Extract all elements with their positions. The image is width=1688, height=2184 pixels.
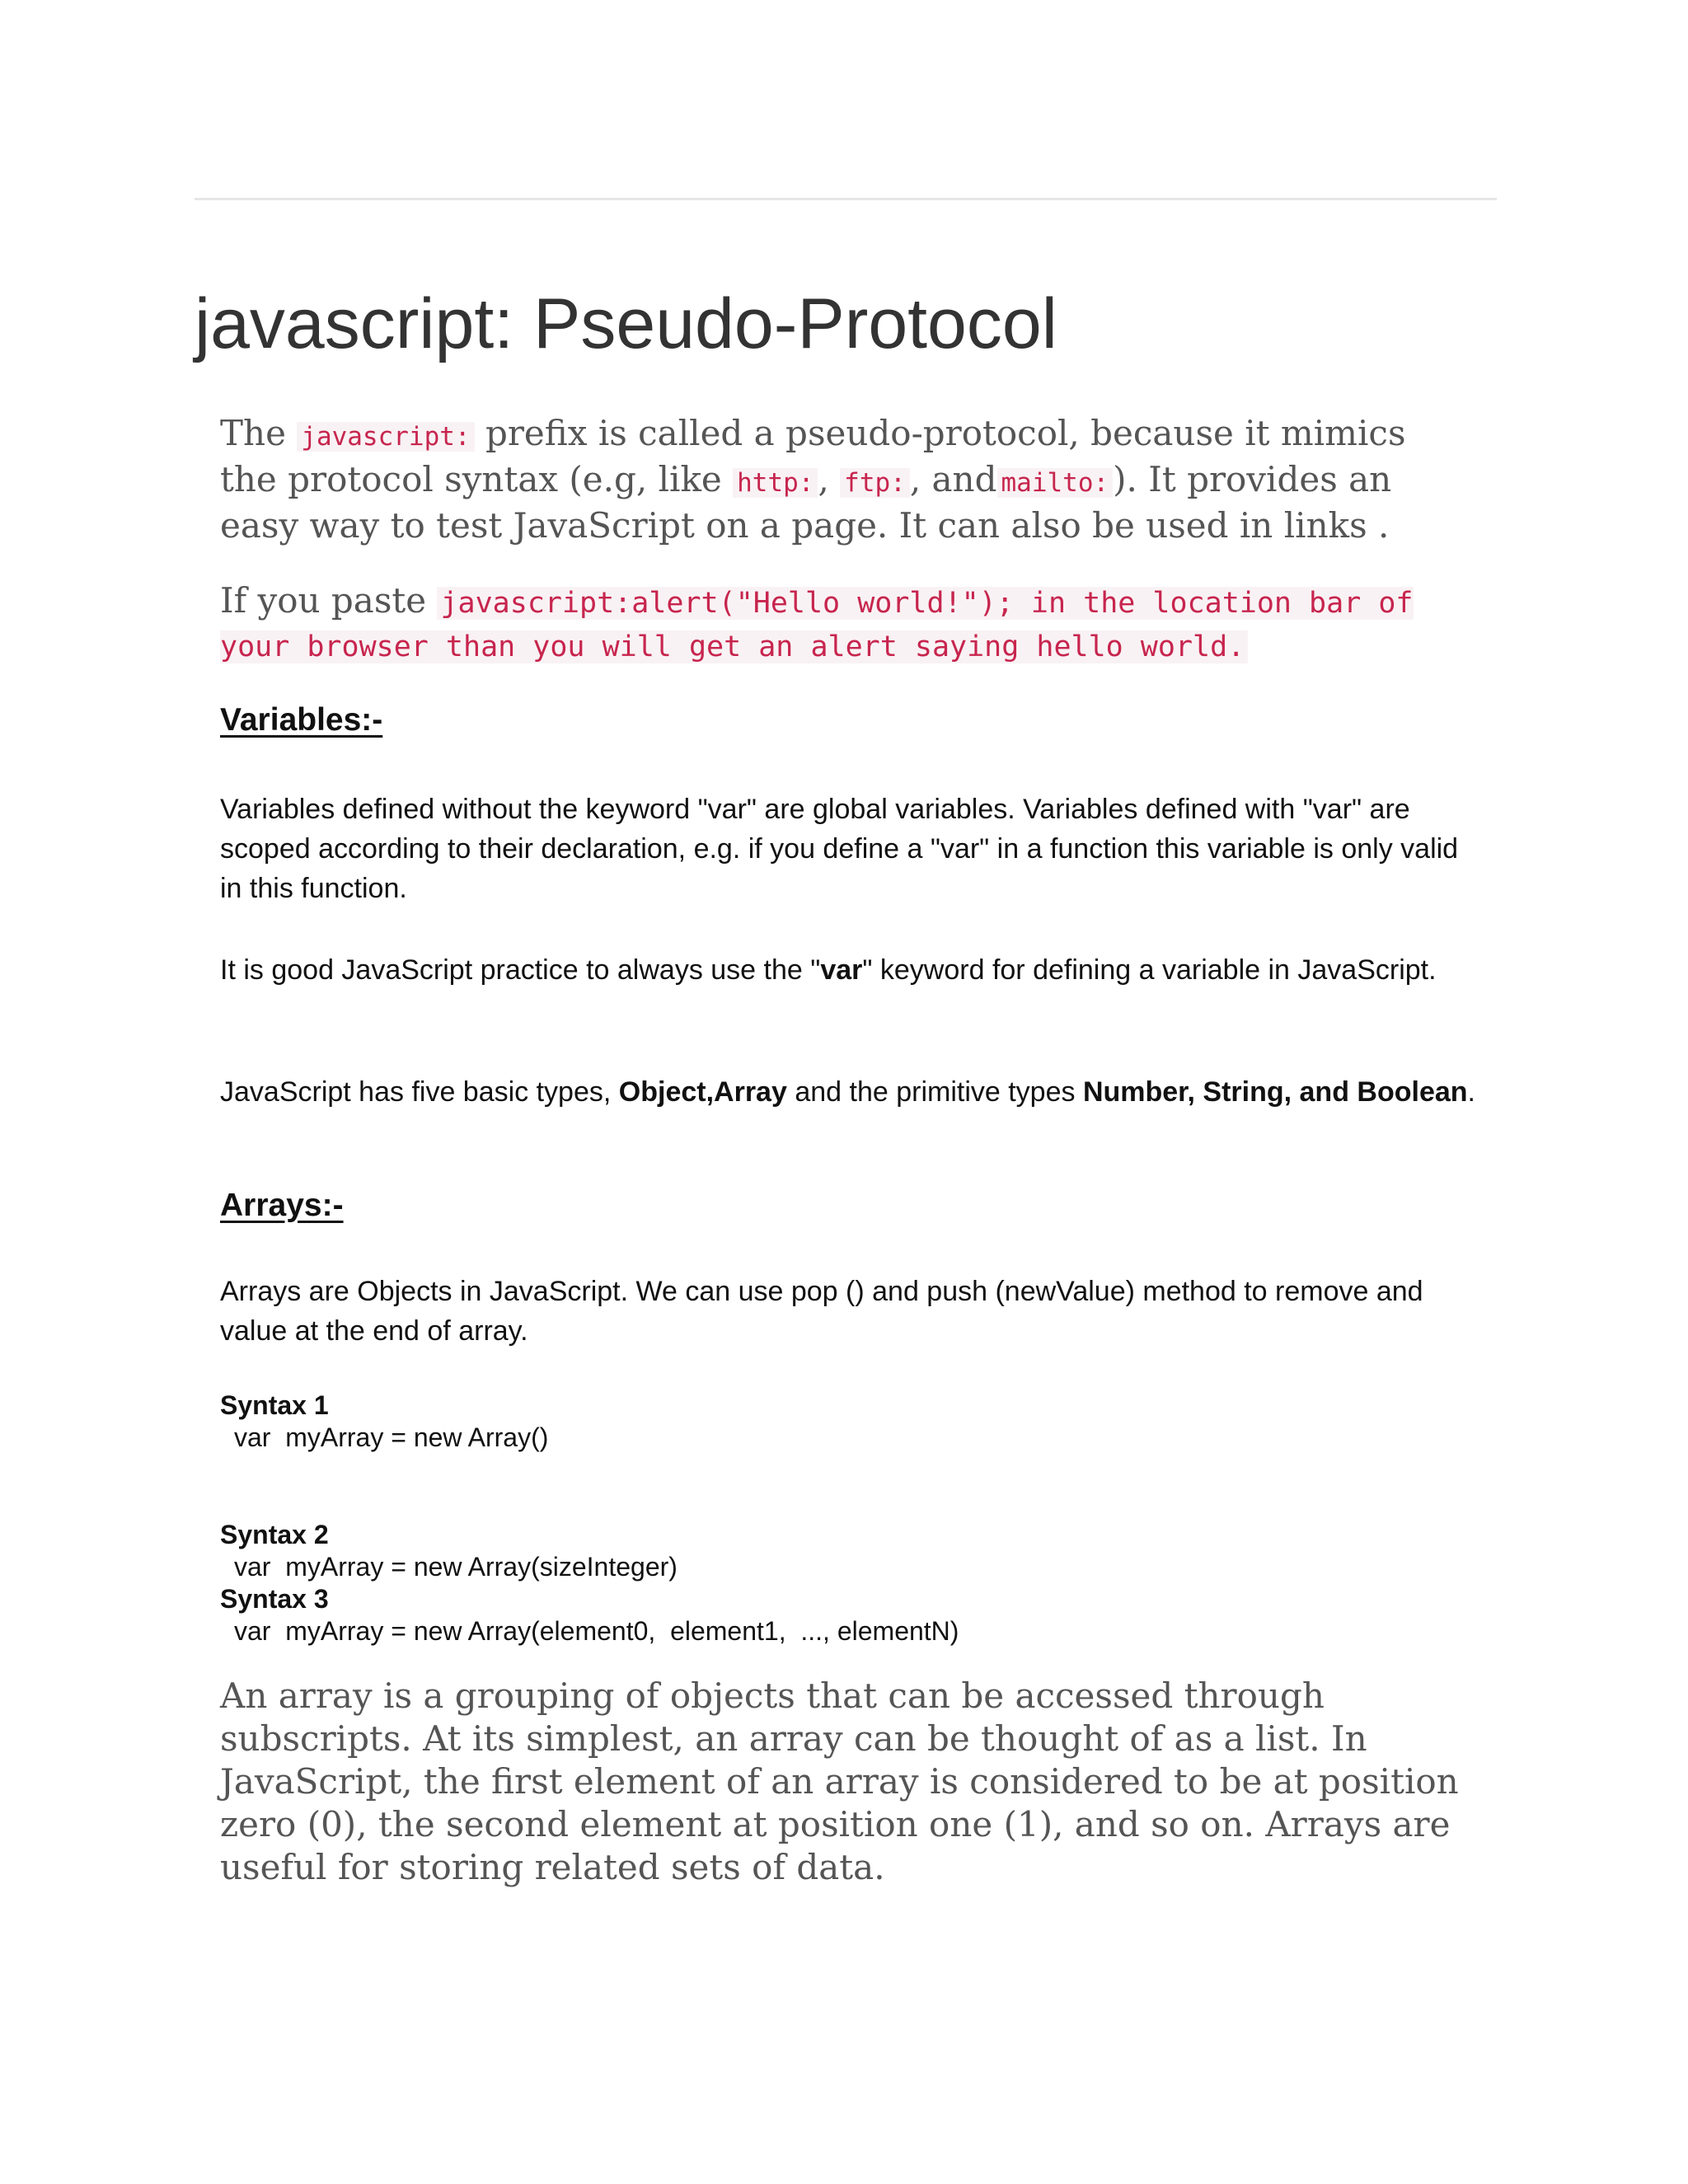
intro-text: The: [220, 413, 298, 453]
syntax-block-1: [220, 1390, 548, 1454]
syntax-label: Syntax 3: [220, 1584, 329, 1614]
inline-code-javascript: javascript:: [297, 422, 474, 452]
inline-code-ftp: ftp:: [840, 468, 910, 498]
intro-text: prefix is called a pseudo-protocol, because it mimics the protocol syntax (e.g, like: [220, 413, 1406, 499]
intro-text: ,: [818, 459, 841, 499]
intro-text: ). It provides an easy way to test JavaScript on a page. It can also be used in links .: [220, 459, 1392, 546]
syntax-label: Syntax 2: [220, 1520, 329, 1549]
arrays-closing-paragraph: An array is a grouping of objects that can be accessed through subscripts. At its simplest, an array can be thought of as a list. In JavaScript, the first element of an array is considered to be at position zero (0), the second element at position one (1), and so on. Arrays are useful for storing related sets of data.: [220, 1675, 1459, 1887]
variables-text: JavaScript has five basic types,: [220, 1076, 619, 1108]
variables-text: " keyword for defining a variable in JavaScript.: [862, 954, 1437, 986]
syntax-code: var myArray = new Array(): [234, 1422, 549, 1452]
paste-paragraph: [220, 579, 1473, 667]
variables-paragraph-3: [220, 1072, 1481, 1112]
variables-paragraph-1: Variables defined without the keyword "var" are global variables. Variables defined with "var" are scoped according to their declaration, e.g. if you define a "var" in a function this variable is only valid in this function.: [220, 794, 1459, 904]
intro-paragraph: [220, 412, 1473, 547]
primitive-types: Number, String, and Boolean: [1082, 1076, 1468, 1108]
variables-heading: Variables:-: [220, 702, 383, 738]
variables-text: and the primitive types: [786, 1076, 1083, 1108]
horizontal-rule: [195, 198, 1497, 200]
variables-text: It is good JavaScript practice to always use the ": [220, 954, 821, 986]
arrays-paragraph: Arrays are Objects in JavaScript. We can use pop () and push (newValue) method to remove and value at the end of array.: [220, 1276, 1423, 1347]
intro-text: , and: [909, 459, 997, 499]
syntax-label: Syntax 1: [220, 1390, 329, 1420]
inline-code-http: http:: [733, 468, 818, 498]
paste-text: If you paste: [220, 580, 438, 621]
syntax-code: var myArray = new Array(element0, element1, ..., elementN): [234, 1616, 959, 1646]
object-array-types: Object,Array: [618, 1076, 787, 1108]
syntax-block-2: [220, 1519, 678, 1583]
alert-code-snippet: javascript:alert("Hello world!"); in the location bar of your browser than you will get an alert saying hello world.: [220, 587, 1414, 663]
syntax-block-3: [220, 1583, 959, 1647]
syntax-code: var myArray = new Array(sizeInteger): [234, 1552, 678, 1582]
page-title: javascript: Pseudo-Protocol: [195, 284, 1057, 363]
variables-text: .: [1467, 1076, 1475, 1108]
variables-paragraph-2: [220, 950, 1481, 990]
inline-code-mailto: mailto:: [997, 468, 1114, 498]
var-keyword: var: [820, 954, 863, 986]
arrays-heading: Arrays:-: [220, 1188, 344, 1223]
